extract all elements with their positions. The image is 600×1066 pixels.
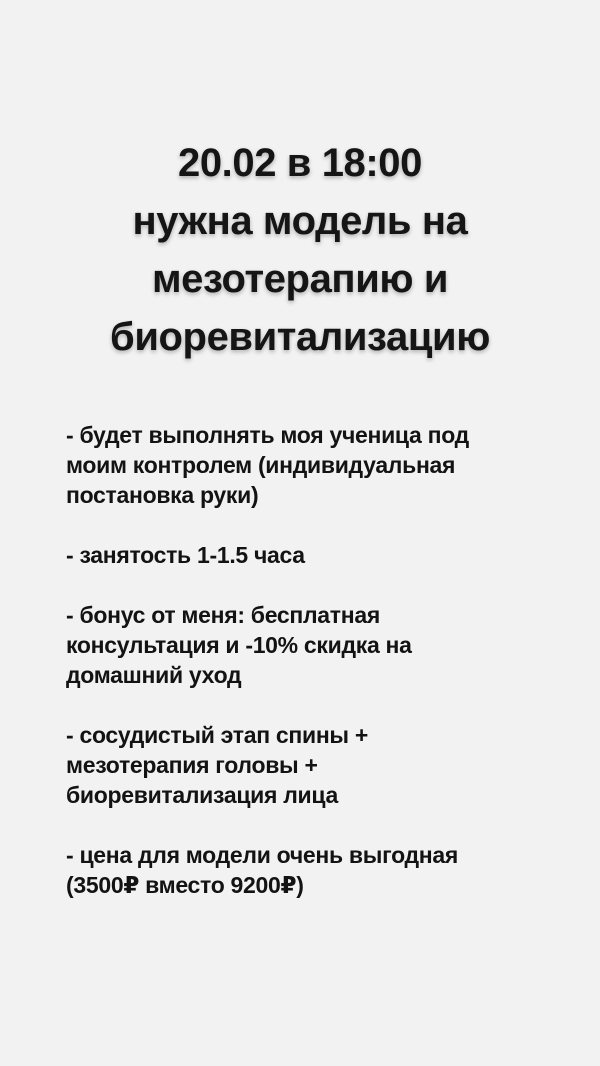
detail-item-procedures — [66, 720, 586, 810]
detail-text: мезотерапия головы + — [66, 752, 318, 778]
detail-item-duration — [66, 540, 586, 570]
details-list — [66, 420, 586, 930]
title-line: нужна модель на — [132, 199, 468, 243]
detail-item-bonus — [66, 600, 586, 690]
announcement-title — [0, 134, 600, 366]
detail-text: - занятость 1-1.5 часа — [66, 542, 305, 568]
price-text: (3500₽ вместо 9200₽) — [66, 872, 304, 898]
detail-text: биоревитализация лица — [66, 782, 338, 808]
detail-text: - бонус от меня: бесплатная — [66, 602, 380, 628]
detail-text: консультация и -10% скидка на — [66, 632, 412, 658]
detail-text: моим контролем (индивидуальная — [66, 452, 456, 478]
title-line: биоревитализацию — [110, 315, 490, 359]
detail-text: - сосудистый этап спины + — [66, 722, 368, 748]
detail-item-supervision — [66, 420, 586, 510]
detail-text: домашний уход — [66, 662, 242, 688]
detail-text: - будет выполнять моя ученица под — [66, 422, 469, 448]
detail-item-price — [66, 840, 586, 900]
title-line-date: 20.02 в 18:00 — [177, 141, 423, 185]
detail-text: постановка руки) — [66, 482, 259, 508]
detail-text: - цена для модели очень выгодная — [66, 842, 459, 868]
title-line: мезотерапию и — [151, 257, 449, 301]
